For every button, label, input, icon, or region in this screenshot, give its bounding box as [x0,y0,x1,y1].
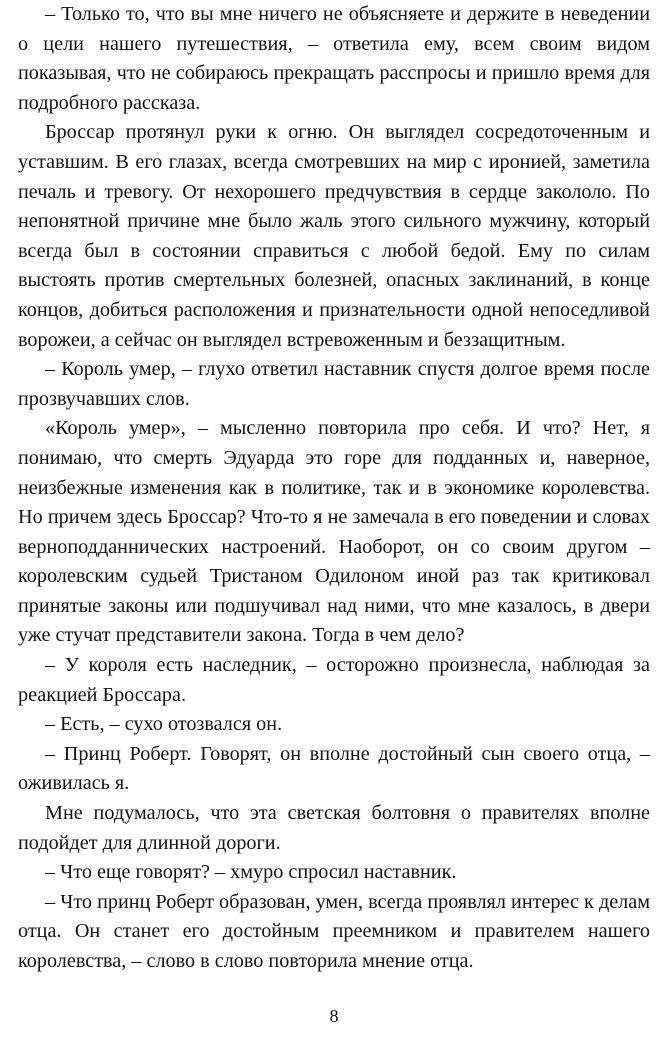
page-body [18,0,650,977]
paragraph: – У короля есть наследник, – осторожно произнесла, наблюдая за реакцией Броссара. [18,654,650,706]
paragraph: – Что принц Роберт образован, умен, всегда проявлял интерес к делам отца. Он станет его достойным преемником и правителем нашего королевства, – слово в слово повторила мнение отца. [18,890,650,972]
paragraph: – Что еще говорят? – хмуро спросил наставник. [45,861,457,884]
paragraph: – Только то, что вы мне ничего не объясняете и держите в неведении о цели нашего путешествия, – ответила ему, всем своим видом показывая, что не собираюсь прекращать расспросы и пришло время для подробного рассказа. [18,3,650,114]
page-number: 8 [329,1006,339,1026]
paragraph: Броссар протянул руки к огню. Он выглядел сосредоточенным и уставшим. В его глазах, всегда смотревших на мир с иронией, заметила печаль и тревогу. От нехорошего предчувствия в сердце закололо. По непонятной причине мне было жаль этого сильного мужчину, который всегда был в состоянии справиться с любой бедой. Ему по силам выстоять против смертельных болезней, опасных заклинаний, в конце концов, добиться расположения и признательности одной непоседливой ворожеи, а сейчас он выглядел встревоженным и беззащитным. [18,121,650,351]
paragraph: Мне подумалось, что эта светская болтовня о правителях вполне подойдет для длинной дороги. [18,802,650,854]
paragraph: – Есть, – сухо отозвался он. [45,713,283,736]
paragraph: – Принц Роберт. Говорят, он вполне достойный сын своего отца, – оживилась я. [18,742,650,795]
paragraph: – Король умер, – глухо ответил наставник спустя долгое время после прозвучавших слов. [18,358,650,410]
paragraph: «Король умер», – мысленно повторила про себя. И что? Нет, я понимаю, что смерть Эдуарда это горе для подданных и, наверное, неизбежные изменения как в политике, так и в экономике королевства. Но причем здесь Броссар? Что-то я не замечала в его поведении и словах верноподданнических настроений. Наоборот, он со своим другом – королевским судьей Тристаном Одилоном иной раз так критиковал принятые законы или подшучивал над ними, что мне казалось, в двери уже стучат представители закона. Тогда в чем дело? [18,417,650,647]
